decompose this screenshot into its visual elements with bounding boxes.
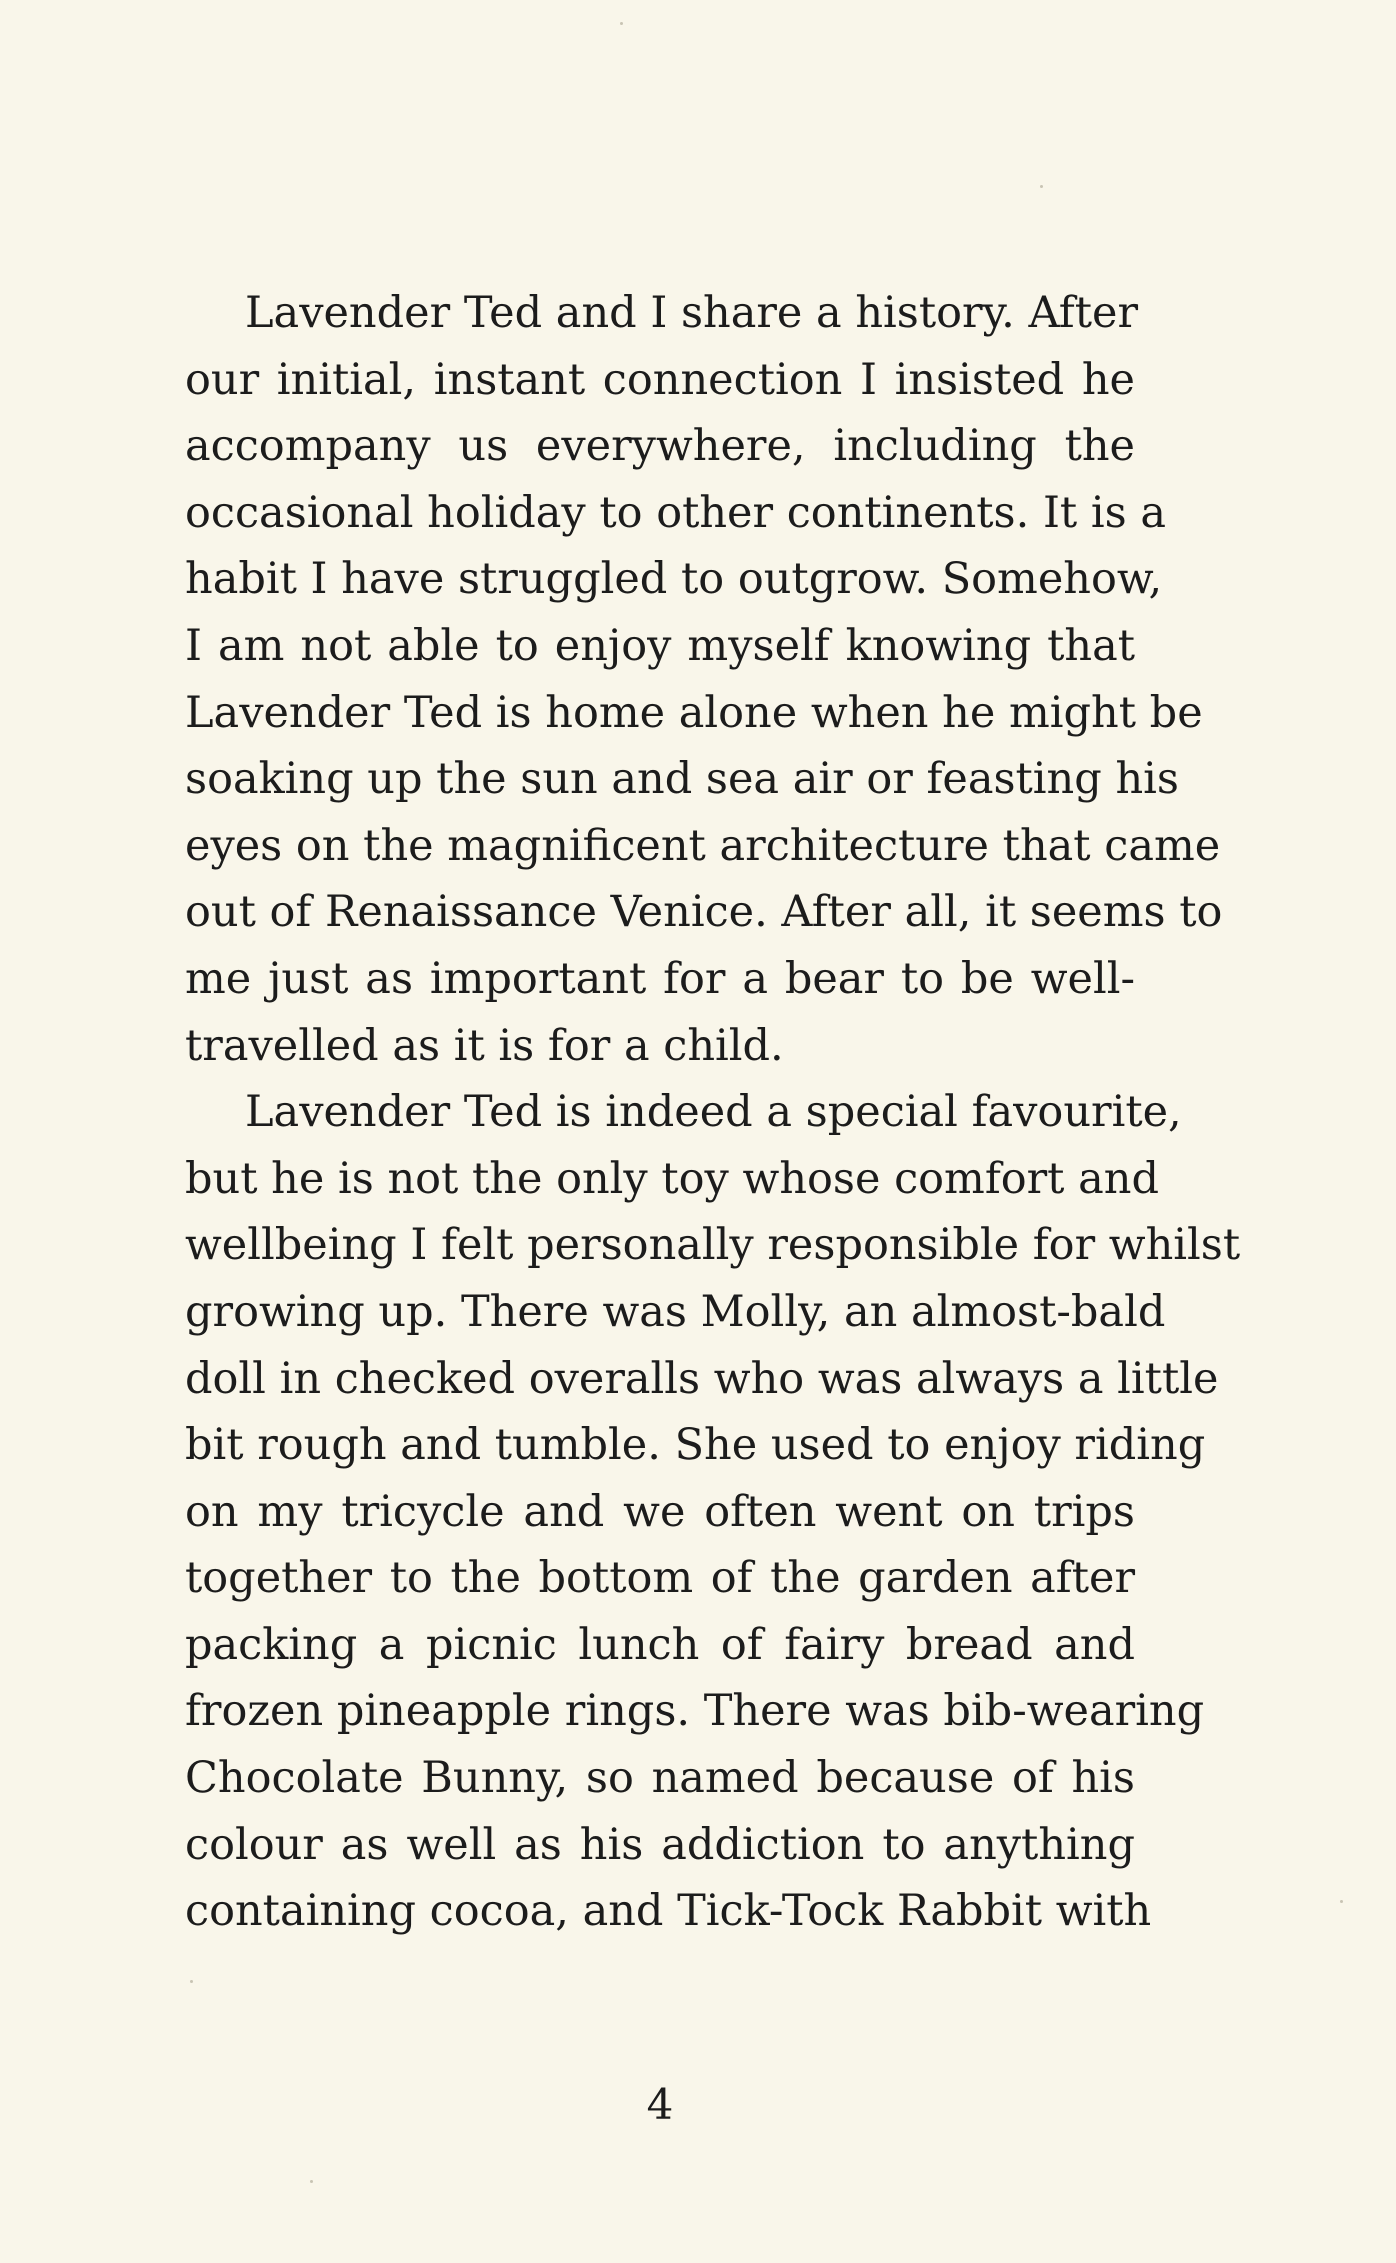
text-line: wellbeing I felt personally responsible for whilst xyxy=(185,1220,1241,1271)
text-line: colour as well as his addiction to anything xyxy=(185,1819,1135,1870)
text-line: together to the bottom of the garden after xyxy=(185,1553,1135,1604)
text-line: habit I have struggled to outgrow. Somehow, xyxy=(185,554,1163,605)
text-line: occasional holiday to other continents. It is a xyxy=(185,487,1167,538)
text-line: Chocolate Bunny, so named because of his xyxy=(185,1753,1135,1804)
text-line: Lavender Ted and I share a history. After xyxy=(245,288,1139,338)
text-line: I am not able to enjoy myself knowing that xyxy=(185,620,1135,671)
text-line: growing up. There was Molly, an almost-bald xyxy=(185,1286,1166,1337)
text-line: out of Renaissance Venice. After all, it seems to xyxy=(185,887,1223,938)
text-line: containing cocoa, and Tick-Tock Rabbit with xyxy=(185,1886,1152,1937)
text-line: frozen pineapple rings. There was bib-wearing xyxy=(185,1686,1205,1737)
text-line: but he is not the only toy whose comfort and xyxy=(185,1153,1159,1204)
text-line: our initial, instant connection I insisted he xyxy=(185,354,1135,405)
paper-speck xyxy=(1040,185,1043,188)
text-line: travelled as it is for a child. xyxy=(185,1020,784,1071)
paper-speck xyxy=(310,2180,313,2183)
text-line: on my tricycle and we often went on trips xyxy=(185,1486,1135,1537)
text-line: soaking up the sun and sea air or feasting his xyxy=(185,754,1179,805)
text-line: doll in checked overalls who was always a little xyxy=(185,1353,1219,1404)
text-line: Lavender Ted is indeed a special favourite, xyxy=(245,1087,1182,1138)
text-line: accompany us everywhere, including the xyxy=(185,421,1135,472)
text-line: packing a picnic lunch of fairy bread and xyxy=(185,1619,1135,1670)
body-text xyxy=(185,280,1241,1945)
paper-speck xyxy=(620,22,623,25)
paper-speck xyxy=(190,1980,193,1983)
text-line: Lavender Ted is home alone when he might be xyxy=(185,687,1203,738)
text-line: bit rough and tumble. She used to enjoy riding xyxy=(185,1420,1206,1471)
paper-speck xyxy=(1340,1900,1343,1903)
text-line: me just as important for a bear to be well- xyxy=(185,953,1135,1004)
text-line: eyes on the magnificent architecture that came xyxy=(185,820,1221,871)
page-number: 4 xyxy=(646,2080,674,2129)
